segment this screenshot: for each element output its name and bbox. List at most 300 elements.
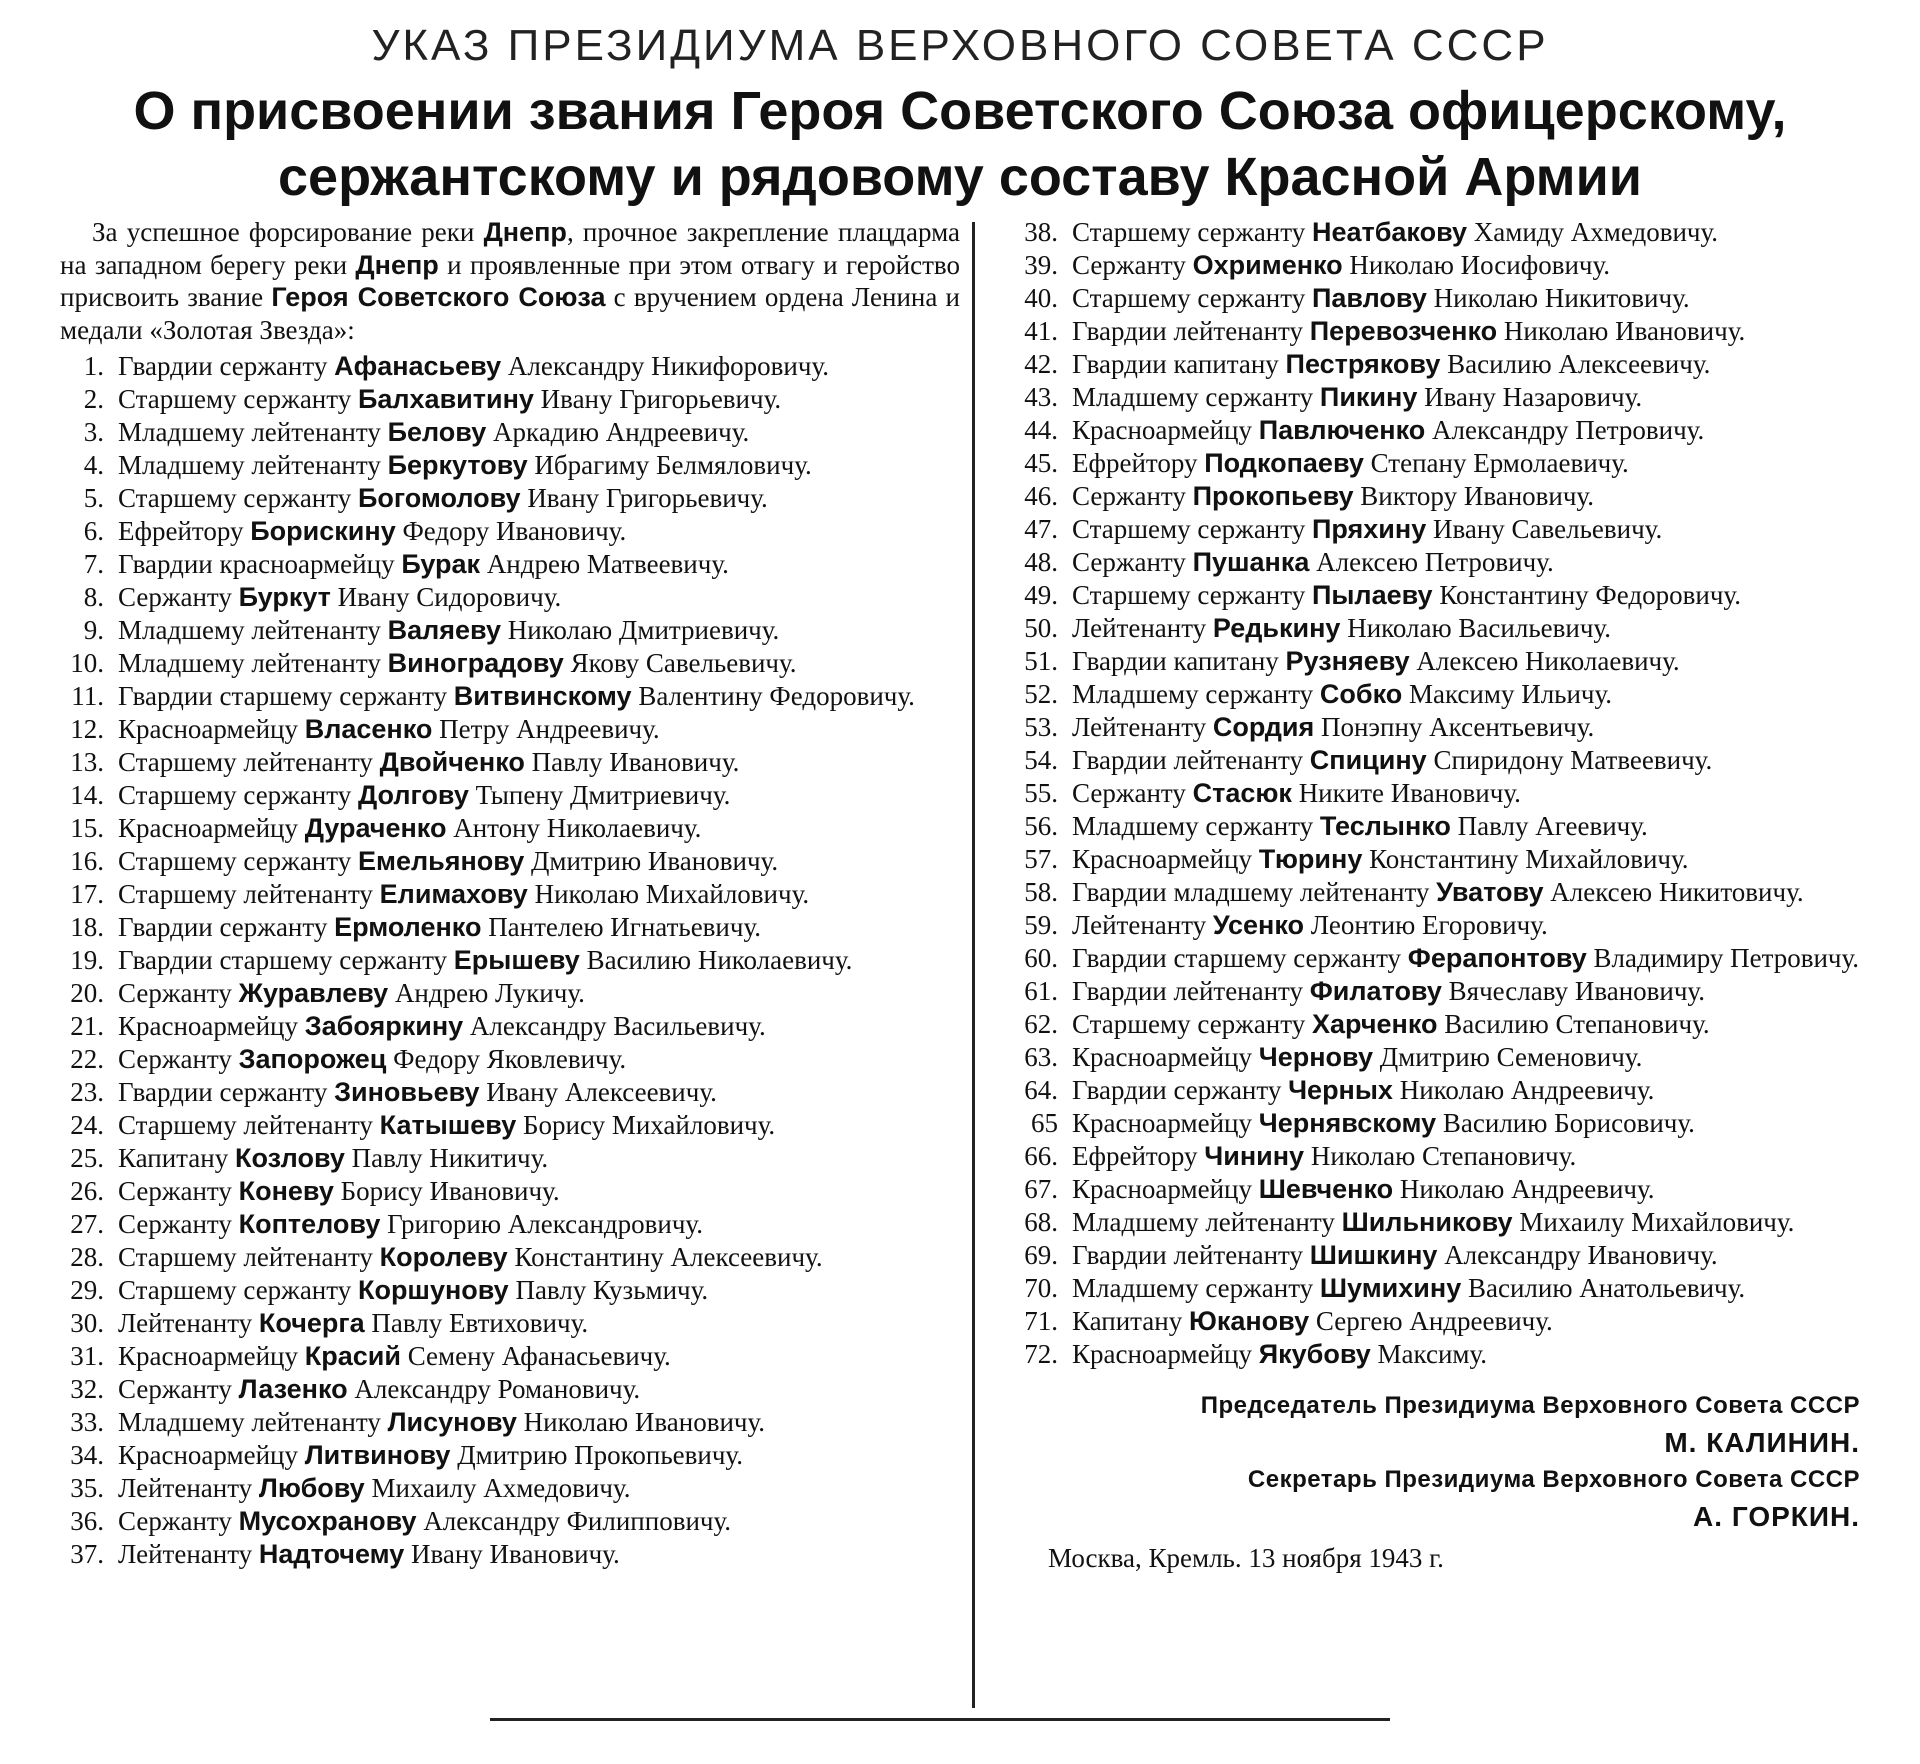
item-number: 23.	[70, 1077, 104, 1107]
item-number: 32.	[70, 1374, 104, 1404]
given-names: Павлу Кузьмичу.	[515, 1275, 709, 1305]
item-number: 65	[1031, 1108, 1058, 1138]
awardee-list-right	[1000, 216, 1870, 1371]
item-text	[1072, 1074, 1654, 1107]
list-item	[40, 581, 960, 614]
given-names: Константину Михайловичу.	[1369, 844, 1689, 874]
decree-kicker: УКАЗ ПРЕЗИДИУМА ВЕРХОВНОГО СОВЕТА СССР	[371, 21, 1549, 70]
surname: Ермоленко	[334, 912, 482, 942]
item-text	[1072, 1107, 1695, 1140]
list-item	[40, 1307, 960, 1340]
given-names: Николаю Васильевичу.	[1347, 613, 1611, 643]
surname: Чернявскому	[1258, 1108, 1437, 1138]
surname: Усенко	[1212, 910, 1305, 940]
item-number: 10.	[70, 648, 104, 678]
item-text	[1072, 1008, 1710, 1041]
item-text	[118, 1340, 671, 1373]
surname: Витвинскому	[453, 681, 632, 711]
surname: Уватову	[1436, 877, 1544, 907]
surname: Пестрякову	[1285, 349, 1441, 379]
item-text	[118, 1472, 630, 1505]
surname: Лазенко	[238, 1374, 348, 1404]
item-text	[118, 515, 626, 548]
river-name: Днепр	[483, 217, 567, 247]
item-text	[118, 647, 797, 680]
given-names: Дмитрию Прокопьевичу.	[457, 1440, 743, 1470]
rank: Старшему сержанту	[118, 483, 352, 513]
surname: Елимахову	[379, 879, 528, 909]
item-text	[118, 746, 739, 779]
given-names: Александру Филипповичу.	[423, 1506, 732, 1536]
item-text	[118, 548, 729, 581]
given-names: Константину Федоровичу.	[1439, 580, 1741, 610]
item-number: 47.	[1024, 514, 1058, 544]
given-names: Аркадию Андреевичу.	[492, 417, 750, 447]
list-item	[40, 812, 960, 845]
item-text	[1072, 1239, 1718, 1272]
surname: Шумихину	[1319, 1273, 1462, 1303]
surname: Беркутову	[387, 450, 528, 480]
item-number: 22.	[70, 1044, 104, 1074]
item-text	[1072, 909, 1548, 942]
surname: Ферапонтову	[1407, 943, 1587, 973]
decree-headline	[40, 78, 1880, 210]
surname: Катышеву	[379, 1110, 517, 1140]
item-number: 51.	[1024, 646, 1058, 676]
rank: Красноармейцу	[1072, 1339, 1252, 1369]
item-number: 1.	[83, 351, 104, 381]
item-number: 45.	[1024, 448, 1058, 478]
given-names: Сергею Андреевичу.	[1315, 1306, 1553, 1336]
given-names: Федору Яковлевичу.	[393, 1044, 627, 1074]
rank: Лейтенанту	[118, 1539, 253, 1569]
item-number: 26.	[70, 1176, 104, 1206]
surname: Дураченко	[304, 813, 447, 843]
list-item	[1000, 612, 1870, 645]
surname: Бурак	[401, 549, 481, 579]
item-text	[1072, 579, 1741, 612]
rank: Сержанту	[118, 978, 232, 1008]
given-names: Андрею Матвеевичу.	[486, 549, 729, 579]
list-item	[1000, 282, 1870, 315]
given-names: Никите Ивановичу.	[1298, 778, 1521, 808]
list-item	[1000, 249, 1870, 282]
item-text	[118, 1043, 626, 1076]
list-item	[1000, 1305, 1870, 1338]
rank: Красноармейцу	[118, 1440, 298, 1470]
item-text	[1072, 513, 1662, 546]
list-item	[40, 449, 960, 482]
rank: Младшему сержанту	[1072, 811, 1314, 841]
given-names: Николаю Андреевичу.	[1399, 1174, 1655, 1204]
awardee-list-left	[40, 350, 960, 1571]
item-number: 8.	[83, 582, 104, 612]
secretary-role: Секретарь Президиума Верховного Совета СССР	[1247, 1466, 1860, 1493]
given-names: Ивану Григорьевичу.	[527, 483, 768, 513]
list-item	[1000, 414, 1870, 447]
given-names: Якову Савельевичу.	[570, 648, 797, 678]
item-number: 7.	[83, 549, 104, 579]
item-text	[1072, 1272, 1745, 1305]
item-text	[1072, 546, 1554, 579]
item-text	[118, 449, 812, 482]
item-number: 41.	[1024, 316, 1058, 346]
item-number: 40.	[1024, 283, 1058, 313]
surname: Якубову	[1258, 1339, 1371, 1369]
list-item	[1000, 876, 1870, 909]
item-number: 60.	[1024, 943, 1058, 973]
given-names: Тыпену Дмитриевичу.	[475, 780, 731, 810]
item-text	[1072, 480, 1594, 513]
surname: Лисунову	[387, 1407, 517, 1437]
rank: Красноармейцу	[118, 813, 298, 843]
rank: Гвардии капитану	[1072, 646, 1279, 676]
list-item	[1000, 1338, 1870, 1371]
given-names: Ивану Алексеевичу.	[486, 1077, 717, 1107]
given-names: Михаилу Михайловичу.	[1519, 1207, 1795, 1237]
list-item	[1000, 579, 1870, 612]
rank: Гвардии красноармейцу	[118, 549, 395, 579]
item-text	[118, 383, 781, 416]
rank: Ефрейтору	[1072, 448, 1198, 478]
rank: Капитану	[1072, 1306, 1183, 1336]
surname: Неатбакову	[1311, 217, 1468, 247]
item-number: 15.	[70, 813, 104, 843]
item-number: 46.	[1024, 481, 1058, 511]
surname: Коптелову	[238, 1209, 381, 1239]
preamble-text: с вручением ордена Ленина и медали «Золотая Звезда»:	[60, 282, 960, 345]
rank: Младшему лейтенанту	[1072, 1207, 1335, 1237]
given-names: Николаю Никитовичу.	[1433, 283, 1690, 313]
list-item	[1000, 711, 1870, 744]
item-text	[1072, 1173, 1655, 1206]
item-number: 62.	[1024, 1009, 1058, 1039]
item-text	[118, 1175, 560, 1208]
list-item	[40, 383, 960, 416]
item-number: 2.	[83, 384, 104, 414]
given-names: Николаю Иосифовичу.	[1349, 250, 1611, 280]
list-item	[40, 911, 960, 944]
surname: Собко	[1319, 679, 1403, 709]
list-item	[1000, 1206, 1870, 1239]
item-number: 6.	[83, 516, 104, 546]
rank: Младшему лейтенанту	[118, 615, 381, 645]
rank: Старшему сержанту	[1072, 217, 1306, 247]
rank: Гвардии старшему сержанту	[118, 945, 448, 975]
surname: Виноградову	[387, 648, 564, 678]
list-item	[40, 977, 960, 1010]
list-item	[40, 1505, 960, 1538]
list-item	[1000, 777, 1870, 810]
list-item	[40, 614, 960, 647]
given-names: Николаю Андреевичу.	[1399, 1075, 1655, 1105]
given-names: Николаю Ивановичу.	[523, 1407, 766, 1437]
surname: Надточему	[258, 1539, 405, 1569]
surname: Афанасьеву	[334, 351, 502, 381]
given-names: Ибрагиму Белмяловичу.	[534, 450, 812, 480]
list-item	[40, 680, 960, 713]
item-text	[118, 1142, 548, 1175]
given-names: Михаилу Ахмедовичу.	[371, 1473, 631, 1503]
given-names: Дмитрию Семеновичу.	[1379, 1042, 1643, 1072]
list-item	[40, 482, 960, 515]
item-number: 59.	[1024, 910, 1058, 940]
list-item	[1000, 942, 1870, 975]
given-names: Василию Степановичу.	[1444, 1009, 1710, 1039]
surname: Долгову	[357, 780, 469, 810]
item-text	[118, 1076, 717, 1109]
rank: Младшему лейтенанту	[118, 417, 381, 447]
rank: Старшему сержанту	[118, 1275, 352, 1305]
list-item	[40, 1175, 960, 1208]
list-item	[1000, 975, 1870, 1008]
item-text	[118, 614, 779, 647]
rank: Красноармейцу	[1072, 1042, 1252, 1072]
item-number: 11.	[71, 681, 104, 711]
item-number: 61.	[1024, 976, 1058, 1006]
list-item	[1000, 546, 1870, 579]
list-item	[40, 1010, 960, 1043]
item-text	[1072, 315, 1745, 348]
list-item	[1000, 348, 1870, 381]
item-text	[1072, 381, 1642, 414]
rank: Сержанту	[1072, 547, 1186, 577]
given-names: Николаю Степановичу.	[1310, 1141, 1577, 1171]
river-name: Днепр	[355, 249, 439, 280]
rank: Гвардии сержанту	[118, 351, 328, 381]
list-item	[1000, 1140, 1870, 1173]
given-names: Максиму.	[1377, 1339, 1488, 1369]
list-item	[1000, 1074, 1870, 1107]
surname: Павлюченко	[1258, 415, 1426, 445]
item-text	[1072, 249, 1610, 282]
rank: Гвардии лейтенанту	[1072, 316, 1304, 346]
item-text	[118, 713, 660, 746]
given-names: Константину Алексеевичу.	[514, 1242, 823, 1272]
item-number: 48.	[1024, 547, 1058, 577]
surname: Коршунову	[357, 1275, 509, 1305]
given-names: Григорию Александровичу.	[387, 1209, 703, 1239]
item-number: 20.	[70, 978, 104, 1008]
list-item	[40, 944, 960, 977]
left-column	[40, 216, 960, 1571]
rank: Старшему сержанту	[1072, 514, 1306, 544]
surname: Харченко	[1311, 1009, 1438, 1039]
list-item	[40, 1274, 960, 1307]
preamble-text: и проявленные при этом отвагу и геройство присвоить звание	[60, 249, 960, 312]
list-item	[40, 647, 960, 680]
list-item	[1000, 645, 1870, 678]
rank: Красноармейцу	[1072, 1174, 1252, 1204]
given-names: Борису Ивановичу.	[340, 1176, 560, 1206]
surname: Филатову	[1309, 976, 1442, 1006]
list-item	[1000, 678, 1870, 711]
given-names: Василию Алексеевичу.	[1447, 349, 1711, 379]
surname: Сордия	[1212, 712, 1315, 742]
rank: Гвардии сержанту	[118, 1077, 328, 1107]
rank: Сержанту	[118, 582, 232, 612]
surname: Литвинову	[304, 1440, 451, 1470]
item-number: 14.	[70, 780, 104, 810]
item-number: 35.	[70, 1473, 104, 1503]
given-names: Александру Никифоровичу.	[507, 351, 829, 381]
rank: Гвардии лейтенанту	[1072, 745, 1304, 775]
surname: Балхавитину	[357, 384, 534, 414]
rank: Гвардии лейтенанту	[1072, 1240, 1304, 1270]
item-text	[1072, 645, 1680, 678]
item-number: 9.	[83, 615, 104, 645]
rank: Красноармейцу	[1072, 844, 1252, 874]
rank: Гвардии лейтенанту	[1072, 976, 1304, 1006]
item-text	[1072, 843, 1689, 876]
item-text	[118, 1274, 708, 1307]
list-item	[40, 1439, 960, 1472]
given-names: Дмитрию Ивановичу.	[530, 846, 779, 876]
given-names: Николаю Дмитриевичу.	[507, 615, 780, 645]
item-number: 72.	[1024, 1339, 1058, 1369]
item-text	[1072, 1305, 1553, 1338]
item-number: 67.	[1024, 1174, 1058, 1204]
list-item	[40, 515, 960, 548]
item-number: 43.	[1024, 382, 1058, 412]
rank: Гвардии капитану	[1072, 349, 1279, 379]
surname: Козлову	[235, 1143, 345, 1173]
item-text	[118, 1208, 703, 1241]
item-text	[118, 1109, 775, 1142]
item-text	[118, 944, 852, 977]
surname: Шильникову	[1341, 1207, 1513, 1237]
rank: Красноармейцу	[1072, 1108, 1252, 1138]
signature-block	[1000, 1389, 1870, 1537]
rank: Сержанту	[118, 1209, 232, 1239]
list-item	[40, 1241, 960, 1274]
list-item	[40, 1406, 960, 1439]
rank: Сержанту	[1072, 250, 1186, 280]
list-item	[1000, 447, 1870, 480]
list-item	[40, 746, 960, 779]
rank: Красноармейцу	[118, 1011, 298, 1041]
item-number: 19.	[70, 945, 104, 975]
item-number: 44.	[1024, 415, 1058, 445]
list-item	[40, 1472, 960, 1505]
surname: Коневу	[238, 1176, 334, 1206]
item-number: 53.	[1024, 712, 1058, 742]
given-names: Спиридону Матвеевичу.	[1433, 745, 1713, 775]
rank: Младшему сержанту	[1072, 382, 1314, 412]
right-column	[1000, 216, 1870, 1575]
item-text	[118, 779, 730, 812]
list-item	[1000, 1008, 1870, 1041]
item-number: 4.	[83, 450, 104, 480]
item-number: 49.	[1024, 580, 1058, 610]
item-text	[118, 1505, 731, 1538]
item-number: 17.	[70, 879, 104, 909]
surname: Валяеву	[387, 615, 501, 645]
item-text	[118, 1406, 765, 1439]
rank: Старшему лейтенанту	[118, 879, 373, 909]
list-item	[40, 1109, 960, 1142]
item-number: 70.	[1024, 1273, 1058, 1303]
rank: Сержанту	[118, 1176, 232, 1206]
given-names: Александру Ивановичу.	[1444, 1240, 1718, 1270]
rank: Гвардии старшему сержанту	[1072, 943, 1402, 973]
item-text	[118, 1307, 588, 1340]
list-item	[40, 416, 960, 449]
rank: Старшему сержанту	[1072, 1009, 1306, 1039]
rank: Красноармейцу	[118, 714, 298, 744]
given-names: Павлу Ивановичу.	[531, 747, 740, 777]
item-number: 39.	[1024, 250, 1058, 280]
item-text	[1072, 678, 1612, 711]
given-names: Ивану Сидоровичу.	[337, 582, 562, 612]
rank: Младшему сержанту	[1072, 679, 1314, 709]
given-names: Ивану Ивановичу.	[410, 1539, 620, 1569]
list-item	[40, 878, 960, 911]
list-item	[40, 548, 960, 581]
decree-preamble	[40, 216, 960, 346]
item-number: 18.	[70, 912, 104, 942]
surname: Любову	[258, 1473, 365, 1503]
item-number: 31.	[70, 1341, 104, 1371]
given-names: Алексею Никитовичу.	[1550, 877, 1804, 907]
rank: Сержанту	[118, 1374, 232, 1404]
item-number: 12.	[70, 714, 104, 744]
item-text	[1072, 975, 1705, 1008]
preamble-text: , прочное закрепление плацдарма на западном берегу реки	[60, 217, 961, 280]
surname: Чинину	[1204, 1141, 1305, 1171]
surname: Зиновьеву	[334, 1077, 480, 1107]
list-item	[40, 1340, 960, 1373]
item-number: 25.	[70, 1143, 104, 1173]
item-text	[118, 350, 829, 383]
surname: Рузняеву	[1285, 646, 1410, 676]
item-text	[118, 1010, 766, 1043]
given-names: Павлу Никитичу.	[351, 1143, 549, 1173]
item-text	[1072, 876, 1804, 909]
item-number: 66.	[1024, 1141, 1058, 1171]
rank: Красноармейцу	[1072, 415, 1252, 445]
list-item	[1000, 1239, 1870, 1272]
item-text	[1072, 1041, 1642, 1074]
given-names: Степану Ермолаевичу.	[1370, 448, 1629, 478]
item-text	[1072, 1140, 1576, 1173]
given-names: Александру Васильевичу.	[469, 1011, 766, 1041]
rank: Лейтенанту	[118, 1473, 253, 1503]
rank: Лейтенанту	[1072, 613, 1207, 643]
surname: Перевозченко	[1309, 316, 1498, 346]
list-item	[40, 845, 960, 878]
list-item	[1000, 744, 1870, 777]
item-number: 55.	[1024, 778, 1058, 808]
surname: Спицину	[1309, 745, 1427, 775]
item-text	[1072, 777, 1521, 810]
list-item	[1000, 843, 1870, 876]
rank: Гвардии сержанту	[118, 912, 328, 942]
item-text	[1072, 282, 1690, 315]
list-item	[40, 1208, 960, 1241]
rank: Лейтенанту	[1072, 712, 1207, 742]
rank: Младшему лейтенанту	[118, 1407, 381, 1437]
rank: Лейтенанту	[118, 1308, 253, 1338]
list-item	[40, 350, 960, 383]
surname: Пылаеву	[1311, 580, 1433, 610]
surname: Прокопьеву	[1192, 481, 1354, 511]
surname: Павлову	[1311, 283, 1427, 313]
given-names: Василию Николаевичу.	[586, 945, 853, 975]
item-text	[1072, 1338, 1487, 1371]
list-item	[1000, 381, 1870, 414]
item-number: 57.	[1024, 844, 1058, 874]
